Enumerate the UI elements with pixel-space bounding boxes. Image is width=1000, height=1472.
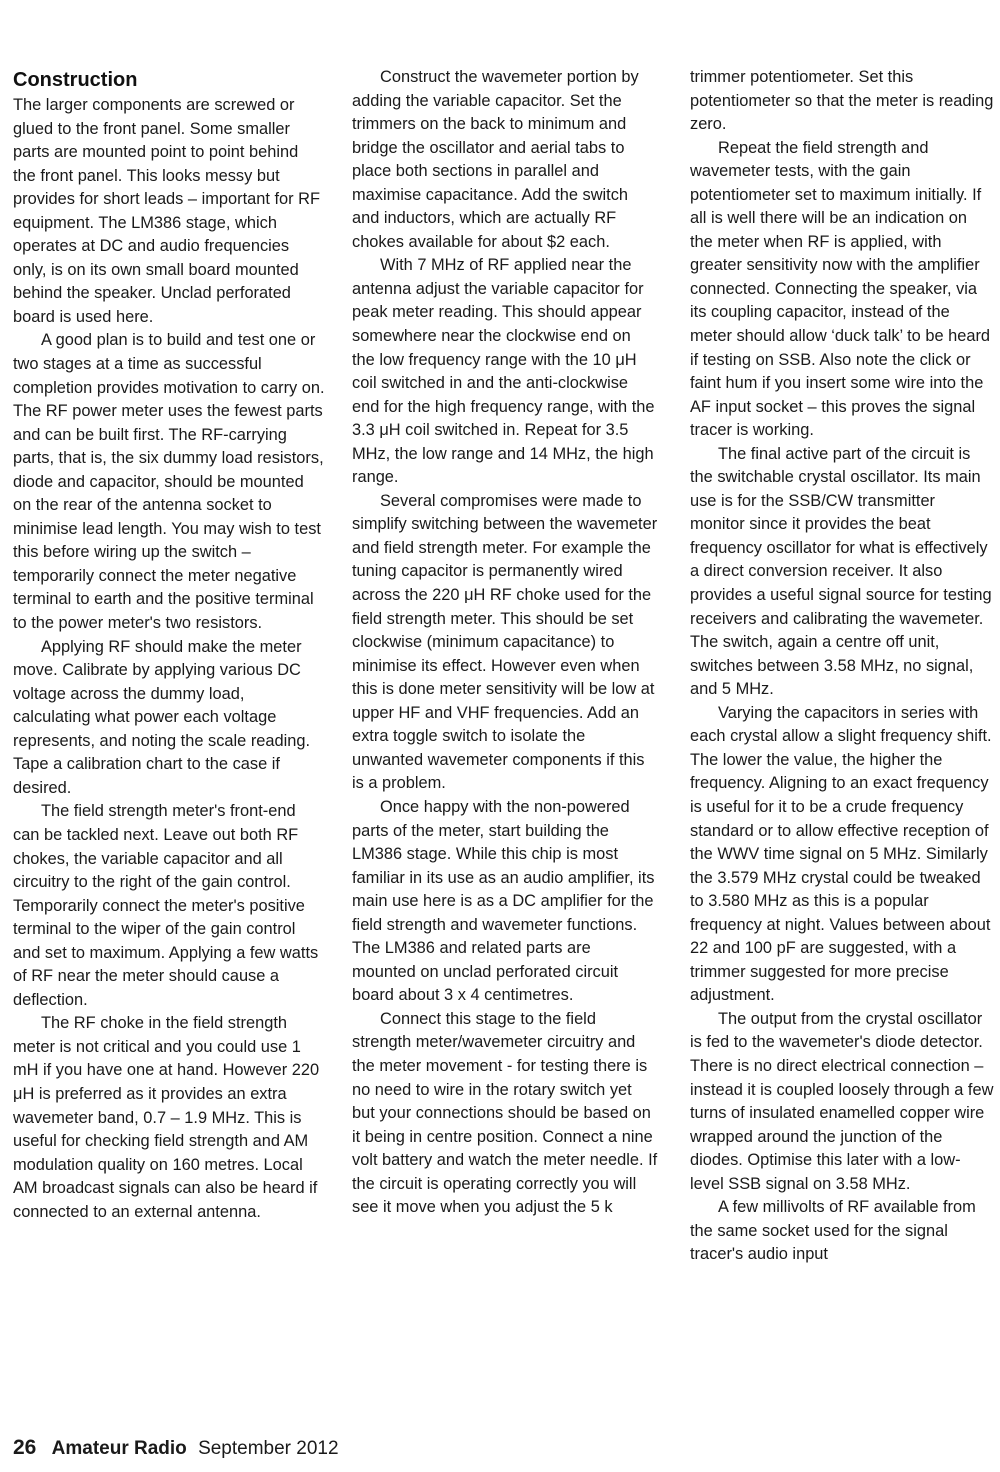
page-number: 26 [13, 1436, 37, 1459]
page-footer [13, 1436, 339, 1461]
paragraph: Repeat the field strength and wavemeter tests, with the gain potentiometer set to maximum initially. If all is well there will be an indication on the meter when RF is applied, with greater sensitivity now with the amplifier connected. Connecting the speaker, via its coupling capacitor, instead of the meter should allow ‘duck talk’ to be heard if testing on SSB. Also note the click or faint hum if you insert some wire into the AF input socket – this proves the signal tracer is working. [690, 138, 991, 440]
paragraph: Construct the wavemeter portion by adding the variable capacitor. Set the trimmers on the back to minimum and bridge the oscillator and aerial tabs to place both sections in parallel and maximise capacitance. Add the switch and inductors, which are actually RF chokes available for about $2 each. [352, 68, 639, 251]
paragraph: The final active part of the circuit is the switchable crystal oscillator. Its main use is for the SSB/CW transmitter monitor since it provides the beat frequency oscillator for what is effectively a direct conversion receiver. It also provides a useful signal source for testing receivers and calibrating the wavemeter. The switch, again a centre off unit, switches between 3.58 MHz, no signal, and 5 MHz. [690, 444, 992, 699]
paragraph: With 7 MHz of RF applied near the antenna adjust the variable capacitor for peak meter reading. This should appear somewhere near the clockwise end on the low frequency range with the 10 μH coil switched in and the anti-clockwise end for the high frequency range, with the 3.3 μH coil switched in. Repeat for 3.5 MHz, the low range and 14 MHz, the high range. [352, 256, 655, 487]
paragraph: Connect this stage to the field strength meter/wavemeter circuitry and the meter movement - for testing there is no need to wire in the rotary switch yet but your connections should be based on it being in centre position. Connect a nine volt battery and watch the meter needle. If the circuit is operating correctly you will see it move when you adjust the 5 k [352, 1009, 658, 1217]
paragraph: Once happy with the non-powered parts of the meter, start building the LM386 stage. While this chip is most familiar in its use as an audio amplifier, its main use here is as a DC amplifier for the field strength and wavemeter functions. The LM386 and related parts are mounted on unclad perforated circuit board about 3 x 4 centimetres. [352, 797, 655, 1005]
paragraph: Several compromises were made to simplify switching between the wavemeter and field strength meter. For example the tuning capacitor is permanently wired across the 220 μH RF choke used for the field strength meter. This should be set clockwise (minimum capacitance) to minimise its effect. However even when this is done meter sensitivity will be low at upper HF and VHF frequencies. Add an extra toggle switch to isolate the unwanted wavemeter components if this is a problem. [352, 491, 658, 793]
paragraph: Applying RF should make the meter move. Calibrate by applying various DC voltage across the dummy load, calculating what power each voltage represents, and noting the scale reading. Tape a calibration chart to the case if desired. [13, 637, 311, 797]
article-column-1 [13, 66, 325, 1224]
article-column-3 [690, 66, 994, 1267]
article-column-2 [352, 66, 658, 1220]
magazine-title: Amateur Radio [51, 1438, 187, 1459]
paragraph: A few millivolts of RF available from the same socket used for the signal tracer's audio input [690, 1198, 976, 1264]
section-heading: Construction [13, 69, 138, 91]
paragraph: The larger components are screwed or glued to the front panel. Some smaller parts are mounted point to point behind the front panel. This looks messy but provides for short leads – important for RF equipment. The LM386 stage, which operates at DC and audio frequencies only, is on its own small board mounted behind the speaker. Unclad perforated board is used here. [13, 96, 320, 326]
issue-date: September 2012 [198, 1438, 339, 1459]
paragraph: The RF choke in the field strength meter is not critical and you could use 1 mH if you have one at hand. However 220 μH is preferred as it provides an extra wavemeter band, 0.7 – 1.9 MHz. This is useful for checking field strength and AM modulation quality on 160 metres. Local AM broadcast signals can also be heard if connected to an external antenna. [13, 1014, 320, 1221]
paragraph: Varying the capacitors in series with each crystal allow a slight frequency shift. The lower the value, the higher the frequency. Aligning to an exact frequency is useful for it to be a crude frequency standard or to allow effective reception of the WWV time signal on 5 MHz. Similarly the 3.579 MHz crystal could be tweaked to 3.580 MHz as this is a popular frequency at night. Values between about 22 and 100 pF are suggested, with a trimmer suggested for more precise adjustment. [690, 703, 992, 1005]
paragraph: A good plan is to build and test one or two stages at a time as successful completion provides motivation to carry on. The RF power meter uses the fewest parts and can be built first. The RF-carrying parts, that is, the six dummy load resistors, diode and capacitor, should be mounted on the rear of the antenna socket to minimise lead length. You may wish to test this before wiring up the switch – temporarily connect the meter negative terminal to earth and the positive terminal to the power meter's two resistors. [13, 331, 325, 633]
paragraph: The output from the crystal oscillator is fed to the wavemeter's diode detector. There is no direct electrical connection – instead it is coupled loosely through a few turns of insulated enamelled copper wire wrapped around the junction of the diodes. Optimise this later with a low-level SSB signal on 3.58 MHz. [690, 1009, 994, 1193]
paragraph-continued: trimmer potentiometer. Set this potentiometer so that the meter is reading zero. [690, 68, 994, 134]
paragraph: The field strength meter's front-end can be tackled next. Leave out both RF chokes, the variable capacitor and all circuitry to the right of the gain control. Temporarily connect the meter's positive terminal to the wiper of the gain control and set to maximum. Applying a few watts of RF near the meter should cause a deflection. [13, 802, 319, 1009]
